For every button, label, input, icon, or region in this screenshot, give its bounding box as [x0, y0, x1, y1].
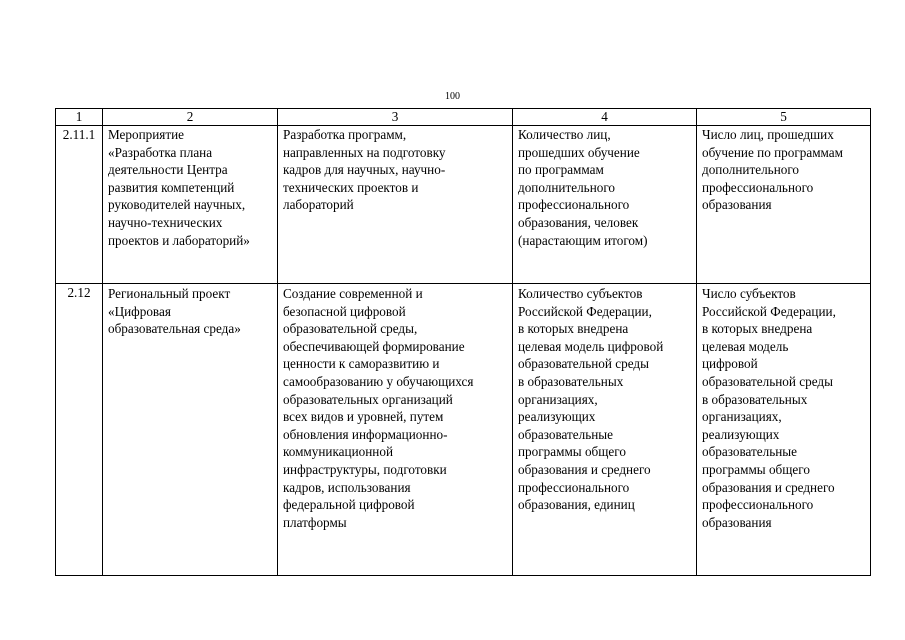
- definition-text: Число субъектов Российской Федерации, в которых внедрена целевая модель цифровой образовательной среды в образовательных организациях, реализующих образовательные программы общего образования и среднего профессионального образования: [702, 286, 836, 530]
- page-number: 100: [445, 91, 460, 102]
- description-text: Разработка программ, направленных на подготовку кадров для научных, научно- технических проектов и лабораторий: [283, 127, 446, 213]
- event-cell: [103, 126, 278, 284]
- table-row: [56, 284, 871, 576]
- definition-cell: [697, 126, 871, 284]
- indicator-cell: [513, 284, 697, 576]
- row-number: [56, 284, 103, 576]
- table-row: [56, 126, 871, 284]
- description-cell: [278, 126, 513, 284]
- row-number: [56, 126, 103, 284]
- description-text: Создание современной и безопасной цифровой образовательной среды, обеспечивающей формирование ценности к саморазвитию и самообразованию у обучающихся образовательных организаций всех видов и уровней, путем обновления информационно- коммуникационной инфраструктуры, подготовки кадров, использования федеральной цифровой платформы: [283, 286, 474, 530]
- column-header: 5: [697, 109, 871, 126]
- description-cell: [278, 284, 513, 576]
- indicator-cell: [513, 126, 697, 284]
- column-header: 2: [103, 109, 278, 126]
- indicator-text: Количество лиц, прошедших обучение по программам дополнительного профессионального образования, человек (нарастающим итогом): [518, 127, 648, 248]
- column-header: 1: [56, 109, 103, 126]
- event-text: Мероприятие «Разработка плана деятельности Центра развития компетенций руководителей научных, научно-технических проектов и лабораторий»: [108, 127, 250, 248]
- row-number-text: 2.11.1: [62, 127, 96, 142]
- column-header: 3: [278, 109, 513, 126]
- indicators-table: [55, 108, 871, 576]
- event-text: Региональный проект «Цифровая образовательная среда»: [108, 286, 241, 337]
- column-header: 4: [513, 109, 697, 126]
- definition-text: Число лиц, прошедших обучение по программам дополнительного профессионального образования: [702, 127, 843, 213]
- table-header-row: [56, 109, 871, 126]
- definition-cell: [697, 284, 871, 576]
- indicator-text: Количество субъектов Российской Федерации, в которых внедрена целевая модель цифровой образовательной среды в образовательных организациях, реализующих образовательные программы общего образования и среднего профессионального образования, единиц: [518, 286, 664, 513]
- row-number-text: 2.12: [67, 285, 91, 300]
- event-cell: [103, 284, 278, 576]
